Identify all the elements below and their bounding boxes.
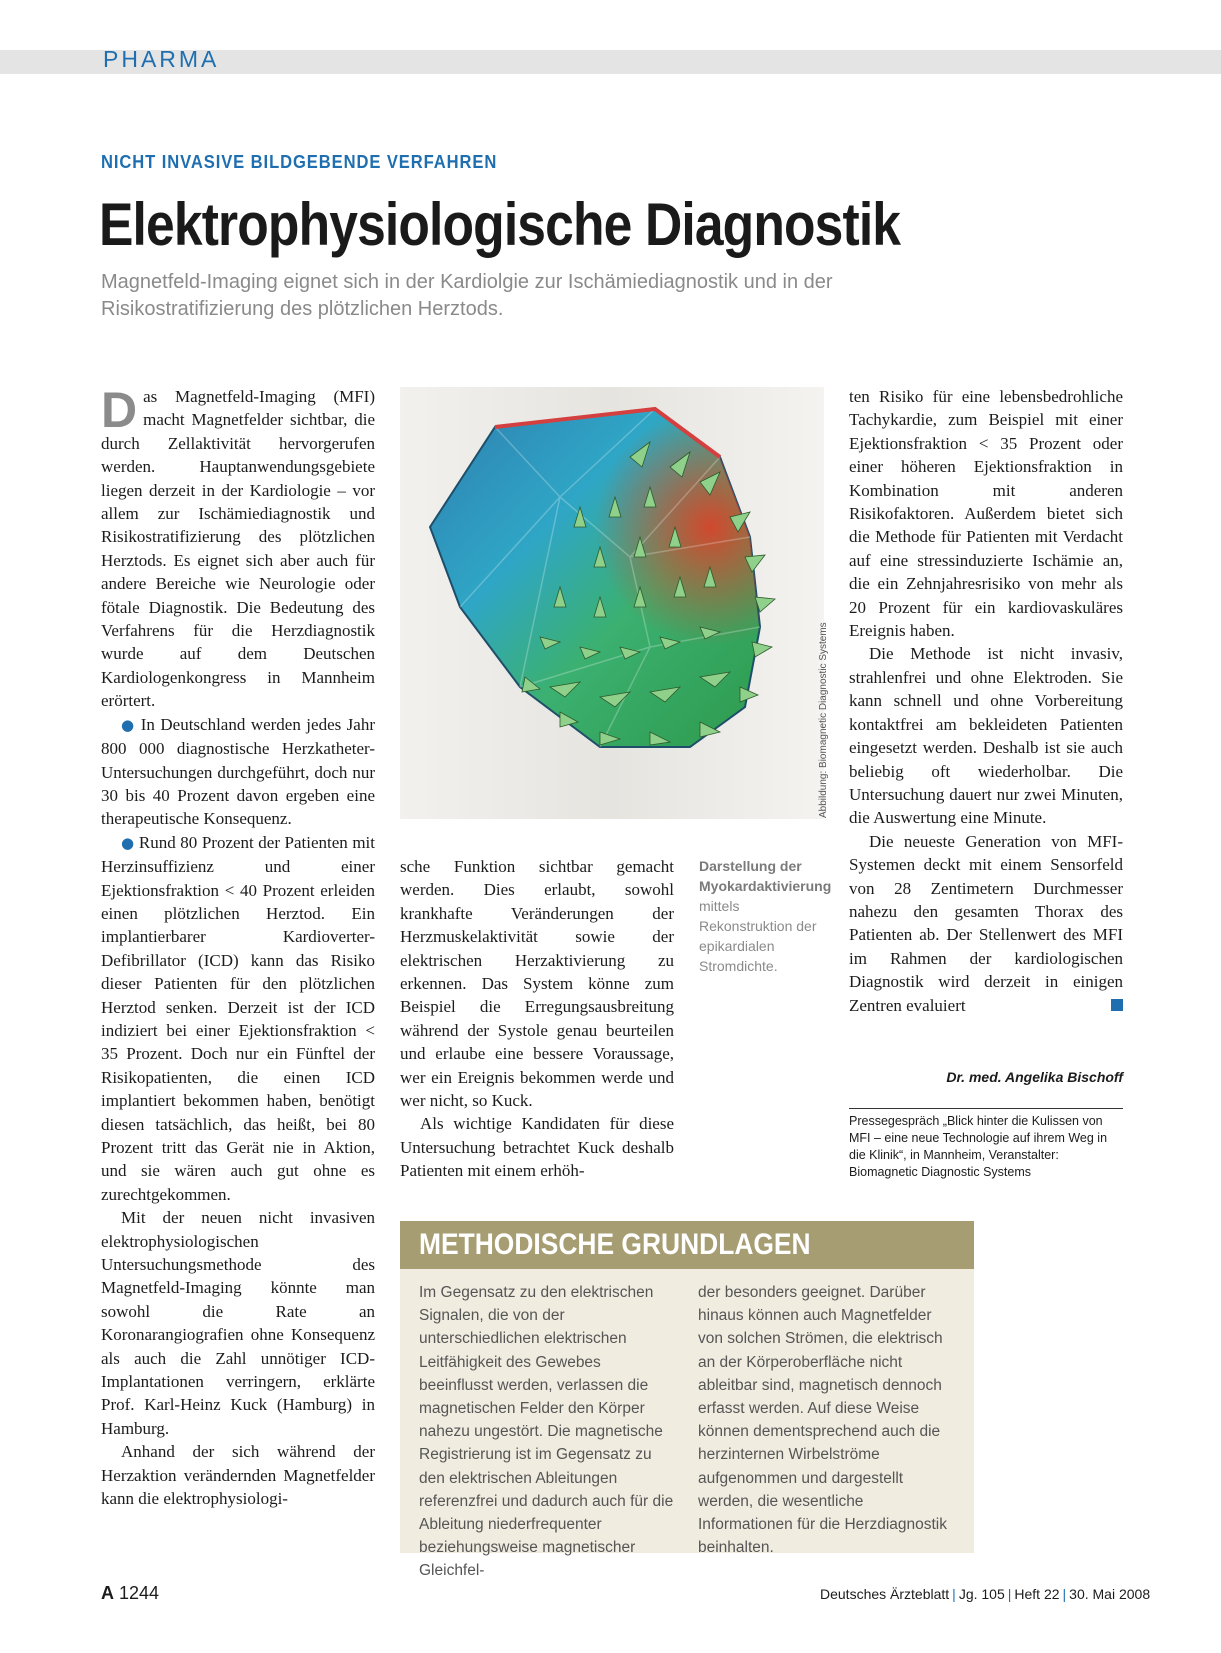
separator: | xyxy=(952,1586,956,1602)
paragraph: Als wichtige Kandidaten für diese Untersuchung betrachtet Kuck deshalb Patienten mit einem erhöh- xyxy=(400,1114,674,1181)
paragraph: Mit der neuen nicht invasiven elektrophysiologischen Untersuchungsmethode des Magnetfeld-Imaging könnte man sowohl die Rate an Koronarangiografien ohne Konsequenz als auch die Zahl unnötiger ICD-Implantationen verringern, erklärte Prof. Karl-Heinz Kuck (Hamburg) in Hamburg. xyxy=(101,1208,375,1438)
paragraph: Das Magnetfeld-Imaging (MFI) macht Magnetfelder sichtbar, die durch Zellaktivität hervorgerufen werden. Hauptanwendungsgebiete liegen derzeit in der Kardiologie – vor allem zur Ischämiediagnostik und Risikostratifizierung des plötzlichen Herztods. Es eignet sich aber auch für andere Bereiche wie Neurologie oder fötale Diagnostik. Die Bedeutung des Verfahrens für die Herzdiagnostik wurde auf dem Deutschen Kardiologenkongress in Mannheim erörtert. xyxy=(101,382,375,711)
heart-activation-figure xyxy=(400,387,824,819)
figure-credit: Abbildung: Biomagnetic Diagnostic Systems xyxy=(818,622,829,818)
bullet-icon: ● xyxy=(121,715,136,734)
paragraph: Die neueste Generation von MFI-Systemen deckt mit einem Sensorfeld von 28 Zentimetern Durchmesser nahezu den gesamten Thorax des Patienten ab. Der Stellenwert des MFI im Rahmen der kardiologischen Diagnostik wird derzeit in einigen Zentren evaluiert xyxy=(849,831,1123,1015)
journal-info xyxy=(820,1586,1151,1602)
paragraph: ten Risiko für eine lebensbedrohliche Tachykardie, zum Beispiel mit einer Ejektionsfraktion < 35 Prozent oder einer höheren Ejektionsfraktion in Kombination mit anderen Risikofaktoren. Außerdem bietet sich die Methode für Patienten mit Verdacht auf eine stressinduzierte Ischämie an, die ein Zehnjahresrisiko von mehr als 20 Prozent für ein kardiovaskuläres Ereignis haben. xyxy=(849,387,1123,641)
journal-issue: Heft 22 xyxy=(1014,1586,1060,1602)
info-box-heading: METHODISCHE GRUNDLAGEN xyxy=(400,1221,974,1269)
paragraph: Die Methode ist nicht invasiv, strahlenfrei und ohne Elektroden. Sie kann schnell und ohne Vorbereitung kontaktfrei am bekleideten Patienten eingesetzt werden. Deshalb ist sie auch beliebig oft wiederholbar. Die Untersuchung dauert nur zwei Minuten, die Auswertung eine Minute. xyxy=(849,644,1123,828)
info-box xyxy=(400,1221,974,1580)
page-number: A 1244 xyxy=(101,1583,160,1603)
figure-caption: Darstellung der Myokardaktivierung mittels Rekonstruktion der epikardialen Stromdichte. xyxy=(699,858,832,974)
heart-reconstruction-image xyxy=(400,387,824,819)
info-box-column-1: Im Gegensatz zu den elektrischen Signalen, die von der unterschiedlichen elektrischen Leitfähigkeit des Gewebes beeinflusst werden, verlassen die magnetischen Felder den Körper nahezu ungestört. Die magnetische Registrierung ist im Gegensatz zu den elektrischen Ableitungen referenzfrei und dadurch auch für die Ableitung niederfrequenter beziehungsweise magnetischer Gleichfel- xyxy=(419,1284,674,1580)
end-mark-icon xyxy=(1111,999,1123,1011)
info-box-column-2: der besonders geeignet. Darüber hinaus können auch Magnetfelder von solchen Strömen, die elektrisch an der Körperoberfläche nicht ableitbar sind, magnetisch dennoch erfasst werden. Auf diese Weise können dementsprechend auch die herzinternen Wirbelströme aufgenommen und dargestellt werden, die wesentliche Informationen für die Herzdiagnostik beinhalten. xyxy=(698,1284,947,1557)
article-title: Elektrophysiologische Diagnostik xyxy=(99,191,901,258)
divider xyxy=(849,1108,1123,1109)
source-note: Pressegespräch „Blick hinter die Kulissen von MFI – eine neue Technologie auf ihrem Weg in die Klinik“, in Mannheim, Veranstalter: Biomagnetic Diagnostic Systems xyxy=(849,1114,1108,1179)
paragraph: ● Rund 80 Prozent der Patienten mit Herzinsuffizienz und einer Ejektionsfraktion < 40 Prozent erleiden einen plötzlichen Herztod. Ein implantierbarer Kardioverter-Defibrillator (ICD) kann das Risiko dieser Patienten für den plötzlichen Herztod senken. Derzeit ist der ICD indiziert bei einer Ejektionsfraktion < 35 Prozent. Doch nur ein Fünftel der Risikopatienten, die einen ICD implantiert bekommen haben, benötigt diesen tatsächlich, das heißt, bei 80 Prozent tritt das Gerät nie in Aktion, und sie wären auch gut ohne es zurechtgekommen. xyxy=(101,832,376,1204)
paragraph: sche Funktion sichtbar gemacht werden. Dies erlaubt, sowohl krankhafte Veränderungen der Herzmuskelaktivität sowie der elektrischen Herzaktivierung zu erkennen. Das System könne zum Beispiel die Erregungsausbreitung während der Systole genau beurteilen und erlaube eine bessere Voraussage, wer ein Ereignis bekommen werde und wer nicht, so Kuck. xyxy=(400,857,674,1111)
journal-name: Deutsches Ärzteblatt xyxy=(820,1586,950,1602)
article-author: Dr. med. Angelika Bischoff xyxy=(946,1069,1123,1085)
text-column-2 xyxy=(400,855,674,1183)
paragraph: Anhand der sich während der Herzaktion verändernden Magnetfelder kann die elektrophysiologi- xyxy=(101,1442,375,1509)
bullet-icon: ● xyxy=(121,833,135,852)
text-column-1 xyxy=(101,382,376,1511)
drop-cap: D xyxy=(101,382,138,438)
separator: | xyxy=(1007,1586,1012,1602)
paragraph: ● In Deutschland werden jedes Jahr 800 000 diagnostische Herzkatheter-Untersuchungen durchgeführt, doch nur 30 bis 40 Prozent davon ergeben eine therapeutische Konsequenz. xyxy=(101,714,376,829)
journal-volume: Jg. 105 xyxy=(958,1586,1005,1602)
section-label: PHARMA xyxy=(103,46,220,72)
journal-date: 30. Mai 2008 xyxy=(1069,1586,1151,1602)
article-subtitle: Magnetfeld-Imaging eignet sich in der Kardiolgie zur Ischämiediagnostik und in der Risikostratifizierung des plötzlichen Herztods. xyxy=(101,271,833,320)
text-column-3 xyxy=(849,385,1123,1017)
separator: | xyxy=(1062,1586,1067,1602)
article-kicker: NICHT INVASIVE BILDGEBENDE VERFAHREN xyxy=(101,152,498,172)
